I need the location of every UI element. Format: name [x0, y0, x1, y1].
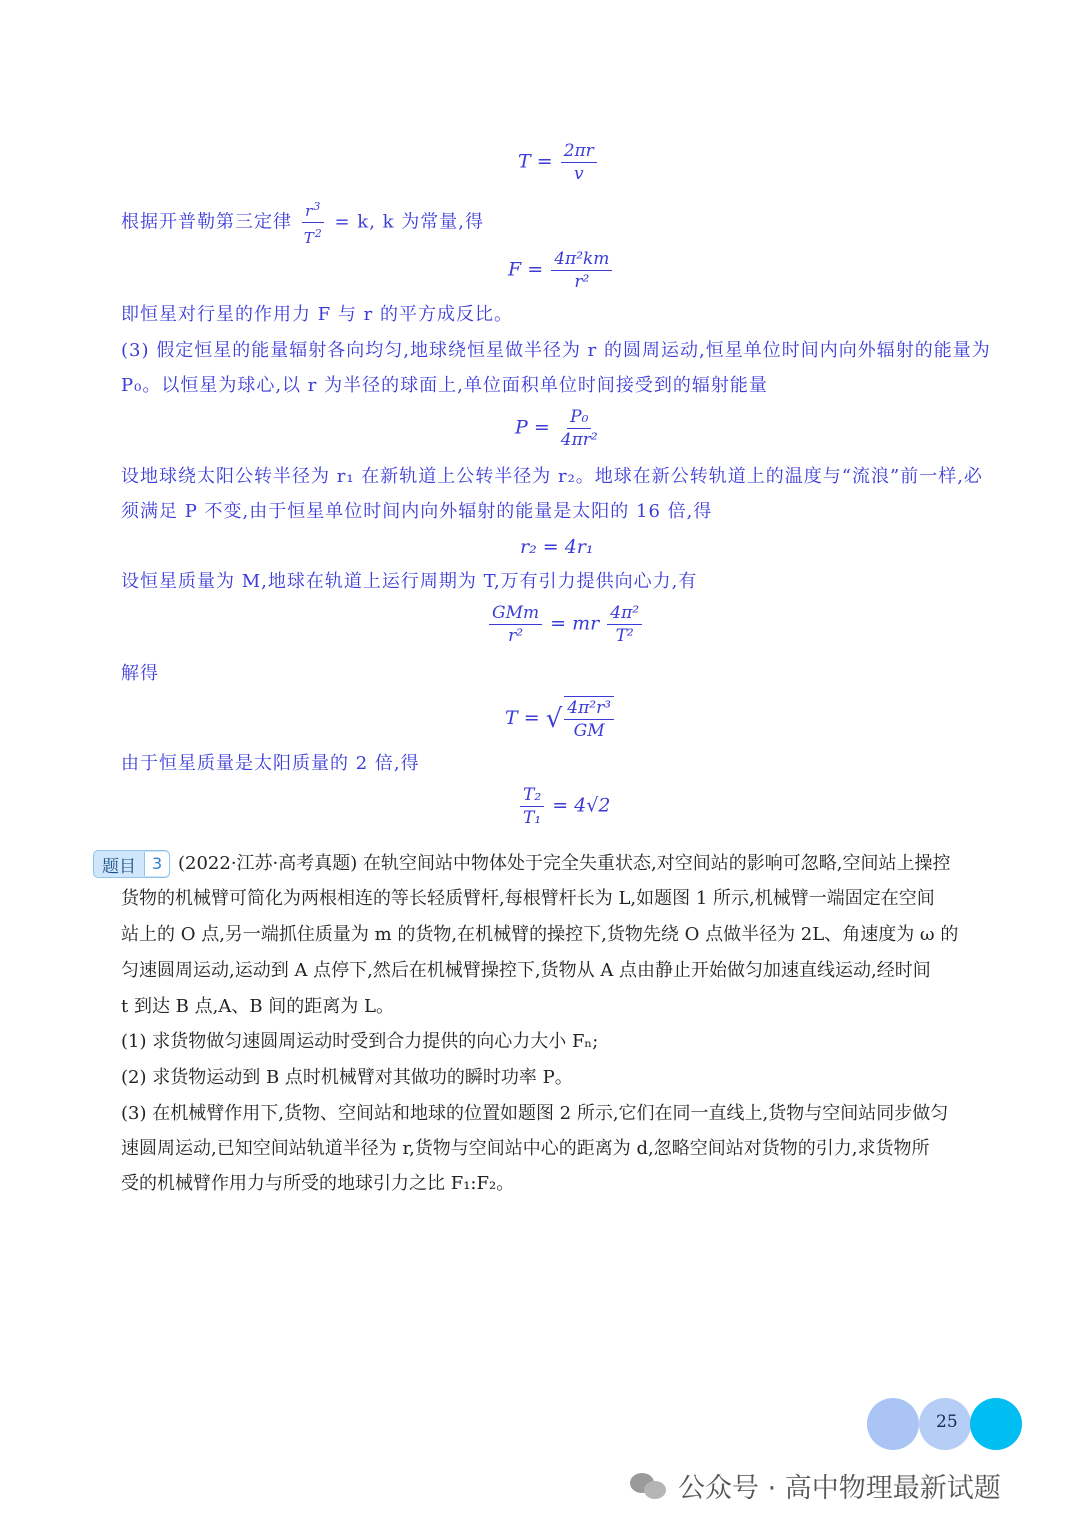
equation-period-ratio: $\frac{\text{T₂}}{\text{T₁}}$ = 4√2: [518, 784, 610, 829]
question-line-3: 站上的 O 点,另一端抓住质量为 m 的货物,在机械臂的操控下,货物先绕 O 点做半径为 2L、角速度为 ω 的: [121, 924, 959, 945]
question-part-3-line-1: (3) 在机械臂作用下,货物、空间站和地球的位置如题图 2 所示,它们在同一直线上,货物与空间站同步做匀: [121, 1103, 949, 1124]
equation-period: T = $\frac{2\pi r}{v}$: [518, 140, 599, 185]
equation-radius: r₂ = 4r₁: [520, 536, 594, 558]
page-circle-left: [867, 1398, 919, 1450]
page-number: 25: [936, 1412, 958, 1432]
equation-gravitation: $\frac{\text{GMm}}{\text{r²}}$ = mr $\frac{\text{4π²}}{\text{T²}}$: [487, 602, 644, 647]
equation-period-result: T = √ $\frac{\text{4π²r³}}{GM}$: [505, 696, 616, 742]
question-line-4: 匀速圆周运动,运动到 A 点停下,然后在机械臂操控下,货物从 A 点由静止开始做匀加速直线运动,经时间: [121, 960, 931, 981]
part3-text-1: (3) 假定恒星的能量辐射各向均匀,地球绕恒星做半径为 r 的圆周运动,恒星单位时间内向外辐射的能量为: [121, 340, 991, 361]
equation-force: F = $\frac{\text{4π²km}}{\text{r²}}$: [508, 248, 614, 293]
wechat-icon: [630, 1471, 670, 1501]
orbit-text-1: 设地球绕太阳公转半径为 r₁ 在新轨道上公转半径为 r₂。地球在新公转轨道上的温度与“流浪”前一样,必: [121, 466, 983, 487]
kepler-line: 根据开普勒第三定律 $\frac{r^3}{T^2}$ = k, k 为常量,得: [121, 196, 484, 249]
inverse-square-text: 即恒星对行星的作用力 F 与 r 的平方成反比。: [121, 304, 513, 325]
solve-text: 解得: [121, 663, 159, 684]
question-part-3-line-2: 速圆周运动,已知空间站轨道半径为 r,货物与空间站中心的距离为 d,忽略空间站对货物的引力,求货物所: [121, 1138, 930, 1159]
question-part-2: (2) 求货物运动到 B 点时机械臂对其做功的瞬时功率 P。: [121, 1067, 573, 1088]
mass-text: 设恒星质量为 M,地球在轨道上运行周期为 T,万有引力提供向心力,有: [121, 571, 698, 592]
question-line-5: t 到达 B 点,A、B 间的距离为 L。: [121, 996, 394, 1017]
footer-watermark: [630, 1466, 1001, 1505]
orbit-text-2: 须满足 P 不变,由于恒星单位时间内向外辐射的能量是太阳的 16 倍,得: [121, 501, 713, 522]
page-circle-right: [970, 1398, 1022, 1450]
question-part-3-line-3: 受的机械臂作用力与所受的地球引力之比 F₁:F₂。: [121, 1173, 515, 1194]
ratio-text: 由于恒星质量是太阳质量的 2 倍,得: [121, 753, 420, 774]
question-tag-label: 题目: [102, 856, 136, 877]
question-part-1: (1) 求货物做匀速圆周运动时受到合力提供的向心力大小 Fₙ;: [121, 1031, 599, 1052]
question-line-2: 货物的机械臂可简化为两根相连的等长轻质臂杆,每根臂杆长为 L,如题图 1 所示,机械臂一端固定在空间: [121, 888, 935, 909]
question-tag: [93, 850, 170, 878]
question-number: 3: [144, 852, 169, 876]
question-line-1: (2022·江苏·高考真题) 在轨空间站中物体处于完全失重状态,对空间站的影响可忽略,空间站上操控: [178, 853, 951, 874]
footer-text: 公众号 · 高中物理最新试题: [678, 1473, 1001, 1504]
part3-text-2: P₀。以恒星为球心,以 r 为半径的球面上,单位面积单位时间接受到的辐射能量: [121, 375, 768, 396]
equation-power: P = $\frac{\text{P₀}}{\text{4πr²}}$: [515, 407, 598, 450]
